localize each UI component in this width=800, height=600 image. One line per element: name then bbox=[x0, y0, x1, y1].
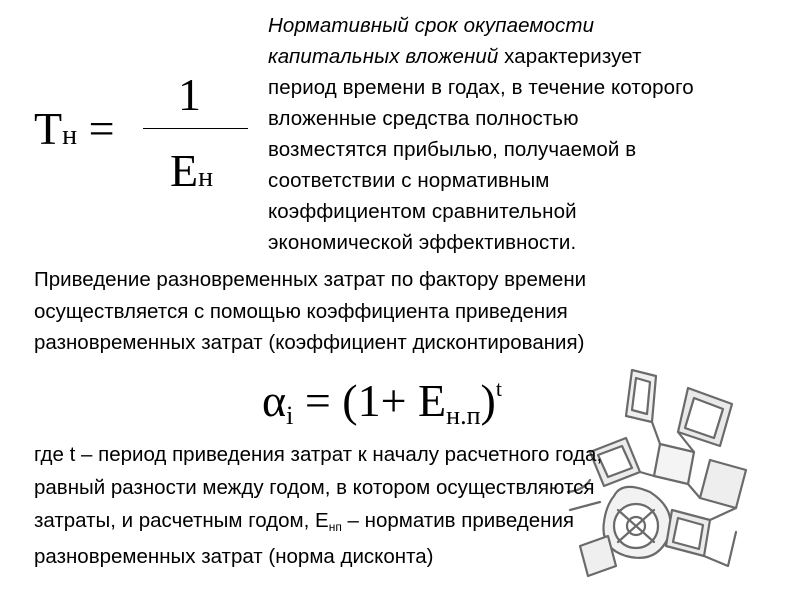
explanation-line-3-subscript: нп bbox=[328, 520, 342, 534]
definition-line-8: экономической эффективности. bbox=[268, 231, 577, 254]
definition-line-6: соответствии с нормативным bbox=[268, 169, 550, 192]
formula-middle: = (1+ Е bbox=[293, 375, 447, 426]
payback-definition bbox=[268, 10, 796, 258]
formula-equals: = bbox=[88, 103, 115, 154]
formula-e-subscript: н.п bbox=[446, 401, 481, 430]
explanation-line-3b: – норматив приведения bbox=[341, 509, 575, 532]
discounting-line-2: осуществляется с помощью коэффициента приведения bbox=[34, 299, 568, 323]
definition-line-7: коэффициентом сравнительной bbox=[268, 200, 577, 223]
discounting-line-3: разновременных затрат (коэффициент дисконтирования) bbox=[34, 331, 585, 354]
definition-line-4: вложенные средства полностью bbox=[268, 107, 579, 130]
definition-term-line-2: капитальных вложений bbox=[268, 45, 499, 68]
definition-line-3: период времени в годах, в течение которого bbox=[268, 76, 694, 99]
explanation-line-4: разновременных затрат (норма дисконта) bbox=[34, 545, 434, 568]
formula-alpha-subscript: i bbox=[286, 401, 294, 430]
formula-lhs bbox=[34, 103, 115, 154]
discounting-line-1: Приведение разновременных затрат по фактору времени bbox=[34, 268, 587, 291]
formula-lhs-subscript: н bbox=[62, 120, 78, 151]
definition-line-2-rest: характеризует bbox=[498, 45, 642, 68]
formula-alpha: α bbox=[262, 375, 287, 426]
definition-line-5: возместятся прибылью, получаемой в bbox=[268, 138, 637, 161]
fraction-bar bbox=[143, 128, 248, 129]
definition-term-line-1: Нормативный срок окупаемости bbox=[268, 14, 595, 37]
formula-denominator bbox=[170, 145, 214, 196]
formula-lhs-symbol: Т bbox=[34, 103, 63, 154]
explanation-line-3a: затраты, и расчетным годом, Е bbox=[34, 509, 329, 532]
formula-denominator-symbol: Е bbox=[170, 145, 199, 196]
explanation-line-1: где t – период приведения затрат к началу расчетного года, bbox=[34, 443, 603, 466]
payback-period-formula bbox=[0, 0, 260, 260]
formula-denominator-subscript: н bbox=[198, 162, 214, 193]
discounting-paragraph bbox=[34, 264, 794, 359]
formula-numerator: 1 bbox=[178, 69, 201, 120]
variables-explanation bbox=[34, 438, 794, 573]
formula-close-paren: ) bbox=[480, 375, 496, 426]
explanation-line-2: равный разности между годом, в котором осуществляются bbox=[34, 476, 595, 499]
formula-exponent: t bbox=[495, 376, 502, 401]
discount-factor-formula bbox=[262, 375, 502, 430]
